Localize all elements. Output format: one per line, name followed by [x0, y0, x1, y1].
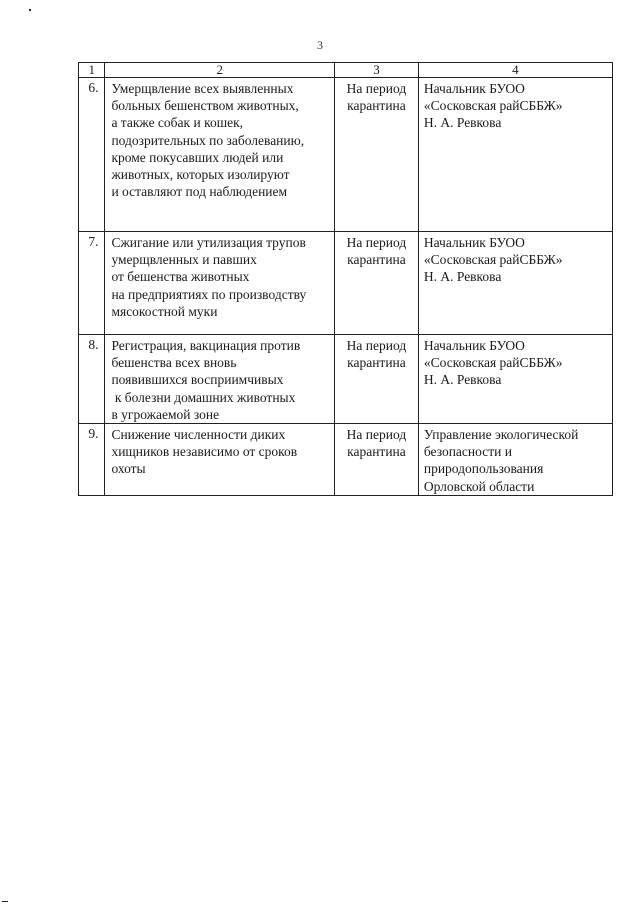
measure-line: появившихся восприимчивых	[111, 372, 284, 388]
responsible-line: природопользования	[423, 461, 544, 477]
measure-line: Умерщвление всех выявленных	[111, 81, 294, 96]
responsible-line: Начальник БУОО	[423, 338, 525, 353]
page-number: 3	[317, 38, 323, 52]
measure-line: кроме покусавших людей или	[111, 149, 284, 165]
measure-cell	[105, 78, 335, 232]
responsible-cell	[418, 78, 612, 232]
measure-line: охоты	[111, 461, 146, 477]
responsible-line: безопасности и	[423, 444, 512, 460]
row-number: 8.	[79, 335, 105, 424]
column-header-1: 1	[79, 63, 105, 78]
responsible-line: «Сосковская райСББЖ»	[423, 98, 563, 114]
measure-line: в угрожаемой зоне	[111, 406, 220, 422]
table-row	[79, 232, 613, 335]
measure-line: хищников независимо от сроков	[111, 444, 298, 460]
column-header-4: 4	[418, 63, 612, 78]
measure-line: мясокостной муки	[111, 303, 218, 319]
measure-cell	[105, 232, 335, 335]
responsible-cell	[418, 424, 612, 496]
row-number: 6.	[79, 78, 105, 232]
responsible-line: «Сосковская райСББЖ»	[423, 355, 563, 371]
period-line: карантина	[347, 355, 406, 371]
period-line: карантина	[347, 252, 406, 268]
responsible-line: Орловской области	[423, 478, 535, 494]
responsible-line: Начальник БУОО	[423, 235, 525, 250]
scan-speck	[2, 901, 8, 902]
measure-line: а также собак и кошек,	[111, 115, 244, 131]
measure-line: Снижение численности диких	[111, 427, 286, 443]
period-cell	[335, 78, 419, 232]
measure-line: к болезни домашних животных	[111, 389, 296, 405]
measure-line: больных бешенством животных,	[111, 98, 299, 114]
measure-cell	[105, 424, 335, 496]
responsible-line: Начальник БУОО	[423, 81, 525, 96]
measure-line: подозрительных по заболеванию,	[111, 132, 305, 148]
measure-line: умерщвленных и павших	[111, 252, 257, 268]
table-header-row	[79, 63, 613, 78]
period-cell	[335, 232, 419, 335]
row-number: 7.	[79, 232, 105, 335]
measure-line: животных, которых изолируют	[111, 167, 290, 183]
period-cell	[335, 335, 419, 424]
responsible-cell	[418, 232, 612, 335]
scan-speck	[29, 9, 31, 11]
period-cell	[335, 424, 419, 496]
period-line: На период	[346, 338, 407, 353]
responsible-line: Н. А. Ревкова	[423, 115, 502, 131]
responsible-line: Н. А. Ревкова	[423, 372, 502, 388]
measure-line: и оставляют под наблюдением	[111, 184, 288, 200]
row-number: 9.	[79, 424, 105, 496]
responsible-line: «Сосковская райСББЖ»	[423, 252, 563, 268]
period-line: На период	[346, 235, 407, 250]
measure-line: Сжигание или утилизация трупов	[111, 235, 306, 250]
period-line: карантина	[347, 98, 406, 114]
table-row	[79, 424, 613, 496]
column-header-2: 2	[105, 63, 335, 78]
table-row	[79, 335, 613, 424]
responsible-line: Управление экологической	[423, 427, 579, 443]
measure-line: Регистрация, вакцинация против	[111, 338, 301, 353]
period-line: На период	[346, 81, 407, 96]
measure-line: от бешенства животных	[111, 269, 250, 285]
responsible-cell	[418, 335, 612, 424]
period-line: На период	[346, 427, 407, 443]
measure-cell	[105, 335, 335, 424]
responsible-line: Н. А. Ревкова	[423, 269, 502, 285]
table-row	[79, 78, 613, 232]
column-header-3: 3	[335, 63, 419, 78]
measure-line: бешенства всех вновь	[111, 355, 237, 371]
period-line: карантина	[347, 444, 406, 460]
measures-table	[78, 62, 613, 496]
measure-line: на предприятиях по производству	[111, 286, 307, 302]
